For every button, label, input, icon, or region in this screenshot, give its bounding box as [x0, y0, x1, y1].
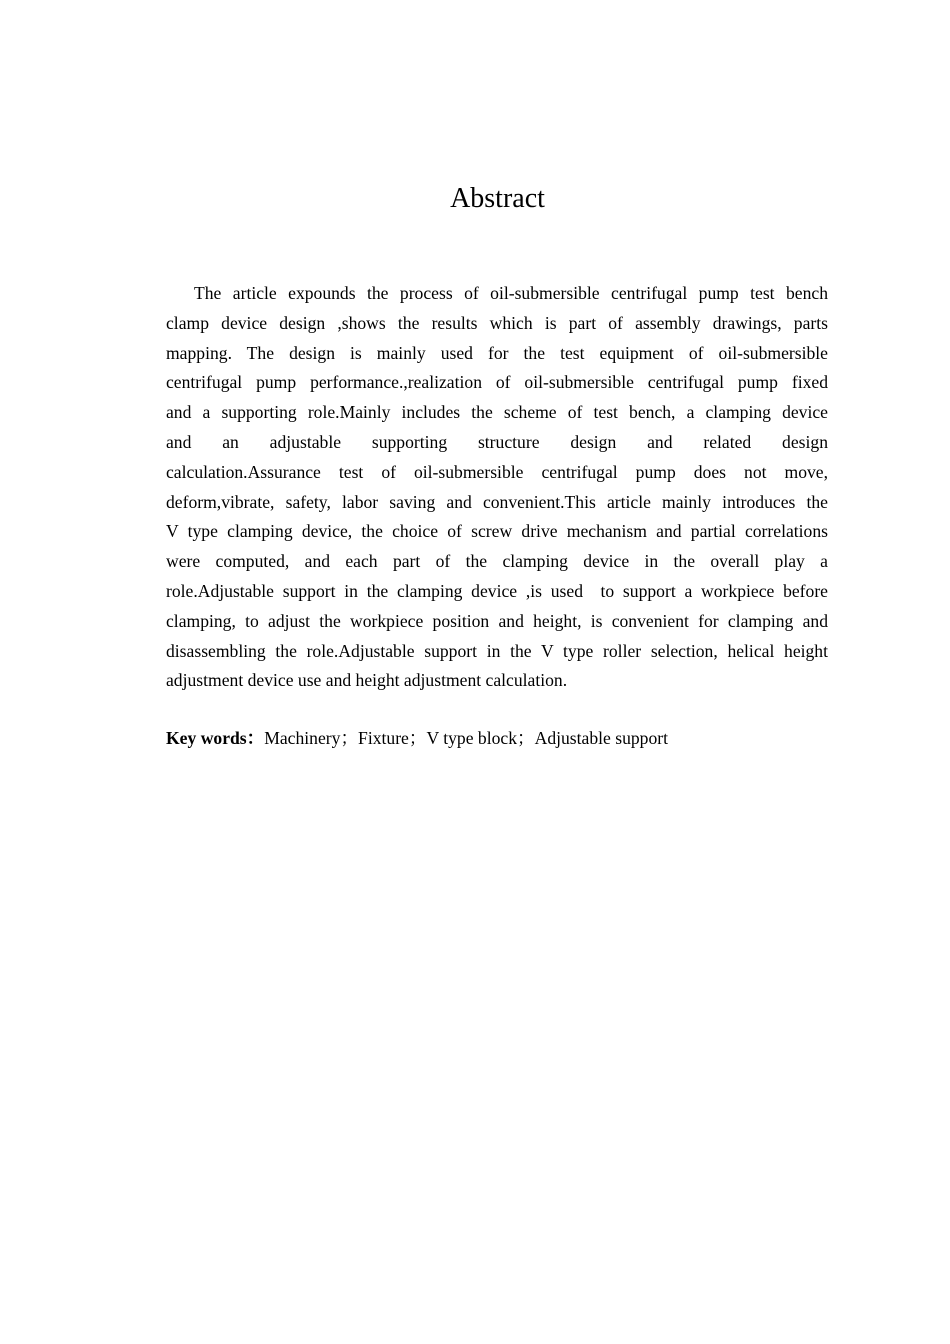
abstract-line: and a supporting role.Mainly includes the scheme of test bench, a clamping device: [166, 402, 828, 423]
abstract-body: [166, 279, 828, 696]
abstract-line: V type clamping device, the choice of screw drive mechanism and partial correlations: [166, 521, 828, 542]
keywords-label: Key words：: [166, 728, 265, 748]
abstract-line: mapping. The design is mainly used for the test equipment of oil-submersible: [166, 342, 828, 363]
abstract-line: clamping, to adjust the workpiece position and height, is convenient for clamping and: [166, 610, 828, 631]
abstract-line: adjustment device use and height adjustment calculation.: [166, 670, 568, 691]
abstract-line: centrifugal pump performance.,realization of oil-submersible centrifugal pump fixed: [166, 372, 828, 393]
abstract-line: The article expounds the process of oil-submersible centrifugal pump test bench: [194, 283, 828, 303]
abstract-line: and an adjustable supporting structure design and related design: [166, 431, 828, 452]
abstract-line: deform,vibrate, safety, labor saving and convenient.This article mainly introduces the: [166, 491, 828, 512]
keywords-text: Machinery；Fixture；V type block；Adjustable support: [264, 728, 669, 748]
abstract-line: were computed, and each part of the clamping device in the overall play a: [166, 551, 828, 572]
abstract-line: calculation.Assurance test of oil-submersible centrifugal pump does not move,: [166, 461, 828, 482]
abstract-line: disassembling the role.Adjustable support in the V type roller selection, helical height: [166, 640, 828, 661]
abstract-line: clamp device design ,shows the results which is part of assembly drawings, parts: [166, 312, 828, 333]
keywords-line: [166, 724, 846, 754]
abstract-line: role.Adjustable support in the clamping device ,is used to support a workpiece before: [166, 580, 828, 601]
abstract-title: Abstract: [450, 183, 545, 214]
